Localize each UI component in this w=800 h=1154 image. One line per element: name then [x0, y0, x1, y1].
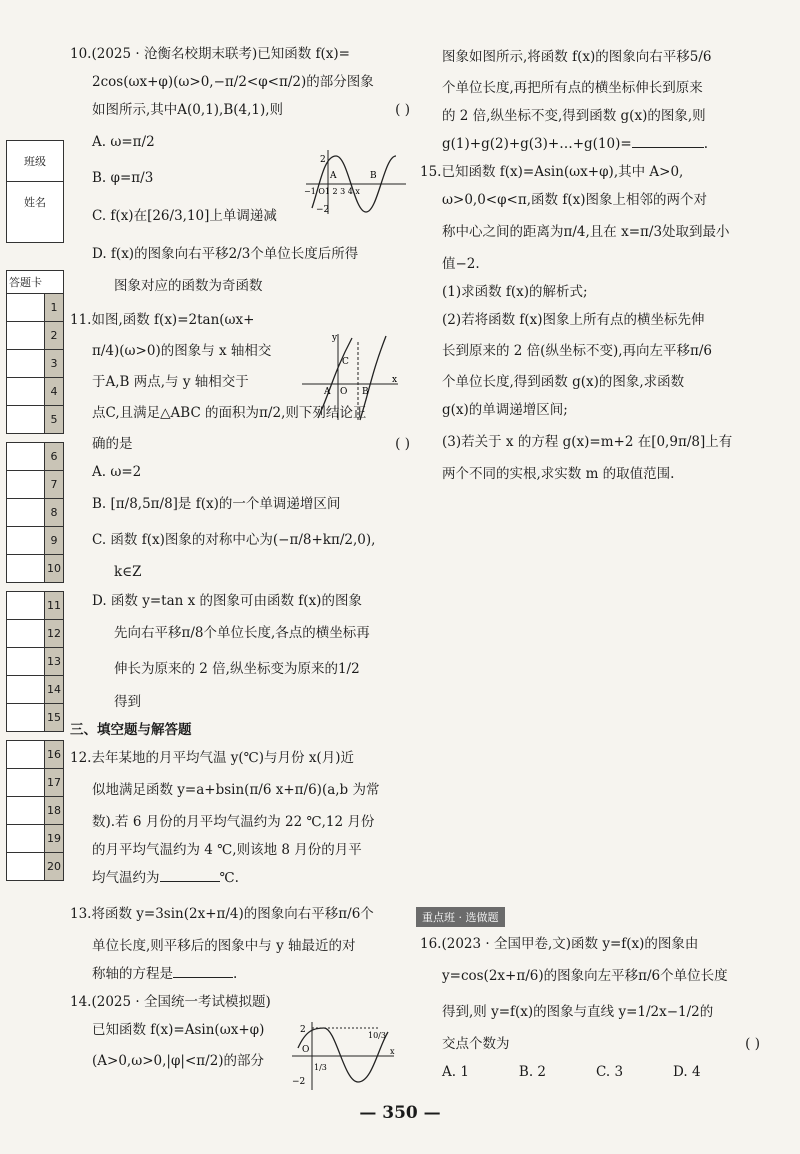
q12-line: [70, 864, 410, 892]
q11-option-a: A. ω=2: [92, 464, 142, 480]
q10-option-d: D. f(x)的图象向右平移2/3个单位长度后所得: [92, 246, 359, 262]
svg-text:O: O: [302, 1045, 310, 1055]
answer-blank[interactable]: [632, 133, 704, 148]
answer-number: 1: [44, 294, 63, 321]
answer-number: 18: [44, 797, 63, 824]
q13-text: 称轴的方程是: [92, 966, 173, 982]
q11-option-b: B. [π/8,5π/8]是 f(x)的一个单调递增区间: [92, 496, 341, 512]
q15-line: 15.已知函数 f(x)=Asin(ωx+φ),其中 A>0,: [420, 164, 684, 180]
q10-option-d-cont: 图象对应的函数为奇函数: [114, 278, 263, 294]
answer-paren: ( ): [395, 102, 410, 118]
q11-line: 点C,且满足△ABC 的面积为π/2,则下列结论正: [92, 405, 367, 421]
q12-line: 数).若 6 月份的月平均气温约为 22 ℃,12 月份: [92, 814, 375, 830]
svg-text:x: x: [392, 375, 398, 385]
q10-line: 2cos(ωx+φ)(ω>0,−π/2<φ<π/2)的部分图象: [92, 74, 374, 90]
student-info-box: [6, 140, 64, 243]
q14-text: g(1)+g(2)+g(3)+…+g(10)=: [442, 136, 632, 152]
q11-text: 确的是: [92, 436, 133, 452]
q14-line: 已知函数 f(x)=Asin(ωx+φ): [92, 1022, 265, 1038]
q11-option-d-cont: 先向右平移π/8个单位长度,各点的横坐标再: [114, 625, 370, 641]
q16-text: 交点个数为: [442, 1036, 510, 1052]
q10-line: 10.(2025 · 沧衡名校期末联考)已知函数 f(x)=: [70, 46, 350, 62]
answer-number: 19: [44, 825, 63, 852]
answer-blank[interactable]: [160, 867, 220, 882]
q13-period: .: [233, 966, 238, 982]
q11-line: 于A,B 两点,与 y 轴相交于: [92, 374, 249, 390]
answer-number: 14: [44, 676, 63, 703]
svg-text:A: A: [324, 387, 331, 397]
svg-text:1/3: 1/3: [314, 1063, 327, 1072]
answer-group-4: [6, 740, 64, 881]
answer-number: 3: [44, 350, 63, 377]
answer-number: 20: [44, 853, 63, 880]
svg-text:C: C: [342, 357, 349, 367]
svg-text:y: y: [332, 333, 338, 343]
answer-blank[interactable]: [173, 963, 233, 978]
answer-number: 8: [44, 499, 63, 526]
q10-option-a: A. ω=π/2: [92, 134, 155, 150]
q16-option-d: D. 4: [673, 1064, 701, 1080]
answer-group-1: [6, 293, 64, 434]
q15-part2: 个单位长度,得到函数 g(x)的图象,求函数: [442, 374, 685, 390]
answer-number: 2: [44, 322, 63, 349]
svg-text:O: O: [340, 387, 348, 397]
answer-number: 13: [44, 648, 63, 675]
answer-number: 12: [44, 620, 63, 647]
q15-line: 值−2.: [442, 256, 480, 272]
q16-line: 16.(2023 · 全国甲卷,文)函数 y=f(x)的图象由: [420, 936, 699, 952]
svg-text:x: x: [390, 1047, 395, 1056]
q11-option-d: D. 函数 y=tan x 的图象可由函数 f(x)的图象: [92, 593, 362, 609]
q16-line: y=cos(2x+π/6)的图象向左平移π/6个单位长度: [442, 968, 728, 984]
q11-option-d-cont: 得到: [114, 694, 141, 710]
right-column: [420, 40, 760, 488]
svg-text:2: 2: [300, 1025, 306, 1035]
q16-block: [420, 930, 760, 1086]
answer-card: [6, 270, 64, 889]
answer-number: 10: [44, 555, 63, 582]
q11-option-d-cont: 伸长为原来的 2 倍,纵坐标变为原来的1/2: [114, 661, 360, 677]
q16-option-b: B. 2: [518, 1064, 547, 1080]
q13-line: 13.将函数 y=3sin(2x+π/4)的图象向右平移π/6个: [70, 906, 374, 922]
svg-text:−2: −2: [292, 1077, 306, 1087]
q15-part3: 两个不同的实根,求实数 m 的取值范围.: [442, 466, 675, 482]
q14-cont-line: 图象如图所示,将函数 f(x)的图象向右平移5/6: [442, 49, 712, 65]
svg-text:B: B: [370, 171, 377, 181]
answer-paren: ( ): [395, 436, 410, 452]
q14-cont-line: 个单位长度,再把所有点的横坐标伸长到原来: [442, 80, 703, 96]
class-label: 班级: [7, 141, 63, 182]
q10-graph: [302, 148, 410, 216]
answer-number: 17: [44, 769, 63, 796]
answer-number: 16: [44, 741, 63, 768]
q10-option-c: C. f(x)在[26/3,10]上单调递减: [92, 208, 277, 224]
section-heading: 三、填空题与解答题: [70, 722, 192, 738]
name-label: 姓名: [24, 196, 46, 209]
q15-part1: (1)求函数 f(x)的解析式;: [442, 284, 588, 300]
svg-text:B: B: [362, 387, 369, 397]
answer-paren: ( ): [745, 1036, 760, 1052]
q14-cont-line: g(1)+g(2)+g(3)+…+g(10)= .: [420, 130, 760, 158]
answer-number: 4: [44, 378, 63, 405]
q14-line: (A>0,ω>0,|φ|<π/2)的部分: [92, 1053, 265, 1069]
q15-line: ω>0,0<φ<π,函数 f(x)图象上相邻的两个对: [442, 192, 707, 208]
q12-unit: ℃.: [219, 870, 239, 886]
answer-number: 11: [44, 592, 63, 619]
q12-text: 均气温约为: [92, 870, 160, 886]
q11-line: 11.如图,函数 f(x)=2tan(ωx+: [70, 312, 255, 328]
answer-number: 9: [44, 527, 63, 554]
q14-graph: [288, 1020, 398, 1092]
answer-number: 5: [44, 406, 63, 433]
q11-graph: [300, 332, 400, 422]
q14-cont-line: 的 2 倍,纵坐标不变,得到函数 g(x)的图象,则: [442, 108, 706, 124]
q16-option-a: A. 1: [442, 1064, 469, 1080]
q14-line: 14.(2025 · 全国统一考试模拟题): [70, 994, 271, 1010]
answer-number: 15: [44, 704, 63, 731]
q12-line: 似地满足函数 y=a+bsin(π/6 x+π/6)(a,b 为常: [92, 782, 380, 798]
svg-text:−2: −2: [316, 205, 330, 215]
answer-number: 6: [44, 443, 63, 470]
q11-option-c-cont: k∈Z: [114, 564, 142, 580]
answer-group-3: [6, 591, 64, 732]
q15-line: 称中心之间的距离为π/4,且在 x=π/3处取到最小: [442, 224, 730, 240]
page-number: — 350 —: [359, 1103, 441, 1123]
q10-option-b: B. φ=π/3: [92, 170, 154, 186]
q16-line: [420, 1030, 760, 1058]
answer-card-label: 答题卡: [6, 270, 64, 293]
q11-line: π/4)(ω>0)的图象与 x 轴相交: [92, 343, 272, 359]
svg-text:2: 2: [320, 155, 326, 165]
q13-line: [70, 960, 410, 988]
q15-part2: g(x)的单调递增区间;: [442, 402, 568, 418]
q10-line: [70, 96, 410, 124]
q11-line: [70, 430, 410, 458]
svg-text:A: A: [330, 171, 337, 181]
q12-line: 的月平均气温约为 4 ℃,则该地 8 月份的月平: [92, 842, 362, 858]
q12-line: 12.去年某地的月平均气温 y(℃)与月份 x(月)近: [70, 750, 354, 766]
answer-group-2: [6, 442, 64, 583]
optional-section-badge: 重点班 · 选做题: [416, 907, 505, 927]
q16-option-c: C. 3: [596, 1064, 624, 1080]
q11-option-c: C. 函数 f(x)图象的对称中心为(−π/8+kπ/2,0),: [92, 532, 376, 548]
answer-number: 7: [44, 471, 63, 498]
q15-part2: (2)若将函数 f(x)图象上所有点的横坐标先伸: [442, 312, 705, 328]
q16-line: 得到,则 y=f(x)的图象与直线 y=1/2x−1/2的: [442, 1004, 714, 1020]
q15-part3: (3)若关于 x 的方程 g(x)=m+2 在[0,9π/8]上有: [442, 434, 733, 450]
q13-line: 单位长度,则平移后的图象中与 y 轴最近的对: [92, 938, 356, 954]
svg-text:−1 O1 2 3 4 x: −1 O1 2 3 4 x: [304, 187, 360, 196]
svg-text:10/3: 10/3: [368, 1031, 386, 1040]
q15-part2: 长到原来的 2 倍(纵坐标不变),再向左平移π/6: [442, 343, 713, 359]
q10-text: 如图所示,其中A(0,1),B(4,1),则: [92, 102, 284, 118]
q16-options: [420, 1058, 760, 1086]
